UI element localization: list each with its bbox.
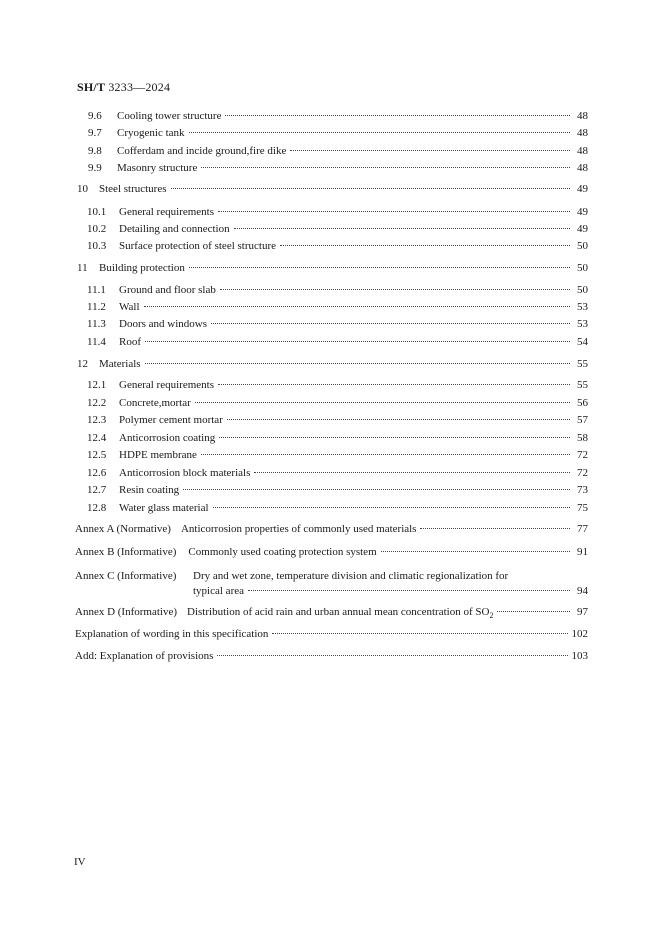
standard-code: SH/T xyxy=(77,80,106,94)
toc-entry-11-1[interactable]: 11.1 Ground and floor slab 50 xyxy=(87,284,588,296)
toc-entry-9-6[interactable]: 9.6 Cooling tower structure 48 xyxy=(88,110,588,122)
toc-entry-12[interactable]: 12 Materials 55 xyxy=(77,358,588,370)
leader-dots xyxy=(420,528,570,529)
leader-dots xyxy=(219,437,570,438)
leader-dots xyxy=(272,633,567,634)
toc-annex-c-label[interactable]: Annex C (Informative) xyxy=(75,570,177,582)
toc-annex-c-continuation[interactable]: typical area 94 xyxy=(193,585,588,597)
toc-entry-11-3[interactable]: 11.3 Doors and windows 53 xyxy=(87,318,588,330)
leader-dots xyxy=(144,306,571,307)
toc-entry-9-9[interactable]: 9.9 Masonry structure 48 xyxy=(88,162,588,174)
leader-dots xyxy=(218,211,570,212)
toc-annex-a[interactable]: Annex A (Normative) Anticorrosion properties of commonly used materials 77 xyxy=(75,523,588,535)
toc-entry-12-1[interactable]: 12.1 General requirements 55 xyxy=(87,379,588,391)
toc-entry-9-7[interactable]: 9.7 Cryogenic tank 48 xyxy=(88,127,588,139)
leader-dots xyxy=(213,507,570,508)
toc-entry-12-8[interactable]: 12.8 Water glass material 75 xyxy=(87,502,588,514)
leader-dots xyxy=(183,489,570,490)
toc-entry-10-1[interactable]: 10.1 General requirements 49 xyxy=(87,206,588,218)
leader-dots xyxy=(218,384,570,385)
toc-entry-12-2[interactable]: 12.2 Concrete,mortar 56 xyxy=(87,397,588,409)
toc-annex-b[interactable]: Annex B (Informative) Commonly used coating protection system 91 xyxy=(75,546,588,558)
standard-number: 3233—2024 xyxy=(108,80,171,94)
toc-entry-11-2[interactable]: 11.2 Wall 53 xyxy=(87,301,588,313)
leader-dots xyxy=(497,611,570,612)
leader-dots xyxy=(189,132,570,133)
leader-dots xyxy=(227,419,570,420)
leader-dots xyxy=(248,590,570,591)
toc-entry-12-5[interactable]: 12.5 HDPE membrane 72 xyxy=(87,449,588,461)
leader-dots xyxy=(280,245,570,246)
leader-dots xyxy=(189,267,570,268)
page-number: IV xyxy=(74,856,86,868)
leader-dots xyxy=(217,655,567,656)
leader-dots xyxy=(201,454,570,455)
leader-dots xyxy=(234,228,570,229)
toc-entry-11[interactable]: 11 Building protection 50 xyxy=(77,262,588,274)
leader-dots xyxy=(254,472,570,473)
leader-dots xyxy=(225,115,570,116)
toc-entry-9-8[interactable]: 9.8 Cofferdam and incide ground,fire dike 48 xyxy=(88,145,588,157)
leader-dots xyxy=(195,402,570,403)
toc-entry-12-3[interactable]: 12.3 Polymer cement mortar 57 xyxy=(87,414,588,426)
toc-explanation-of-provisions[interactable]: Add: Explanation of provisions 103 xyxy=(75,650,588,662)
toc-entry-10-3[interactable]: 10.3 Surface protection of steel structure 50 xyxy=(87,240,588,252)
toc-annex-d[interactable]: Annex D (Informative) Distribution of acid rain and urban annual mean concentration of $SO_2$ 97 xyxy=(75,606,588,621)
toc-entry-11-4[interactable]: 11.4 Roof 54 xyxy=(87,336,588,348)
leader-dots xyxy=(145,363,570,364)
leader-dots xyxy=(220,289,570,290)
toc-entry-12-7[interactable]: 12.7 Resin coating 73 xyxy=(87,484,588,496)
toc-entry-10-2[interactable]: 10.2 Detailing and connection 49 xyxy=(87,223,588,235)
toc-entry-12-4[interactable]: 12.4 Anticorrosion coating 58 xyxy=(87,432,588,444)
leader-dots xyxy=(201,167,570,168)
leader-dots xyxy=(290,150,570,151)
leader-dots xyxy=(381,551,570,552)
leader-dots xyxy=(211,323,570,324)
leader-dots xyxy=(145,341,570,342)
toc-entry-12-6[interactable]: 12.6 Anticorrosion block materials 72 xyxy=(87,467,588,479)
toc-annex-c-title[interactable]: Dry and wet zone, temperature division and climatic regionalization for xyxy=(193,570,509,582)
toc-explanation-of-wording[interactable]: Explanation of wording in this specification 102 xyxy=(75,628,588,640)
leader-dots xyxy=(171,188,570,189)
toc-entry-10[interactable]: 10 Steel structures 49 xyxy=(77,183,588,195)
